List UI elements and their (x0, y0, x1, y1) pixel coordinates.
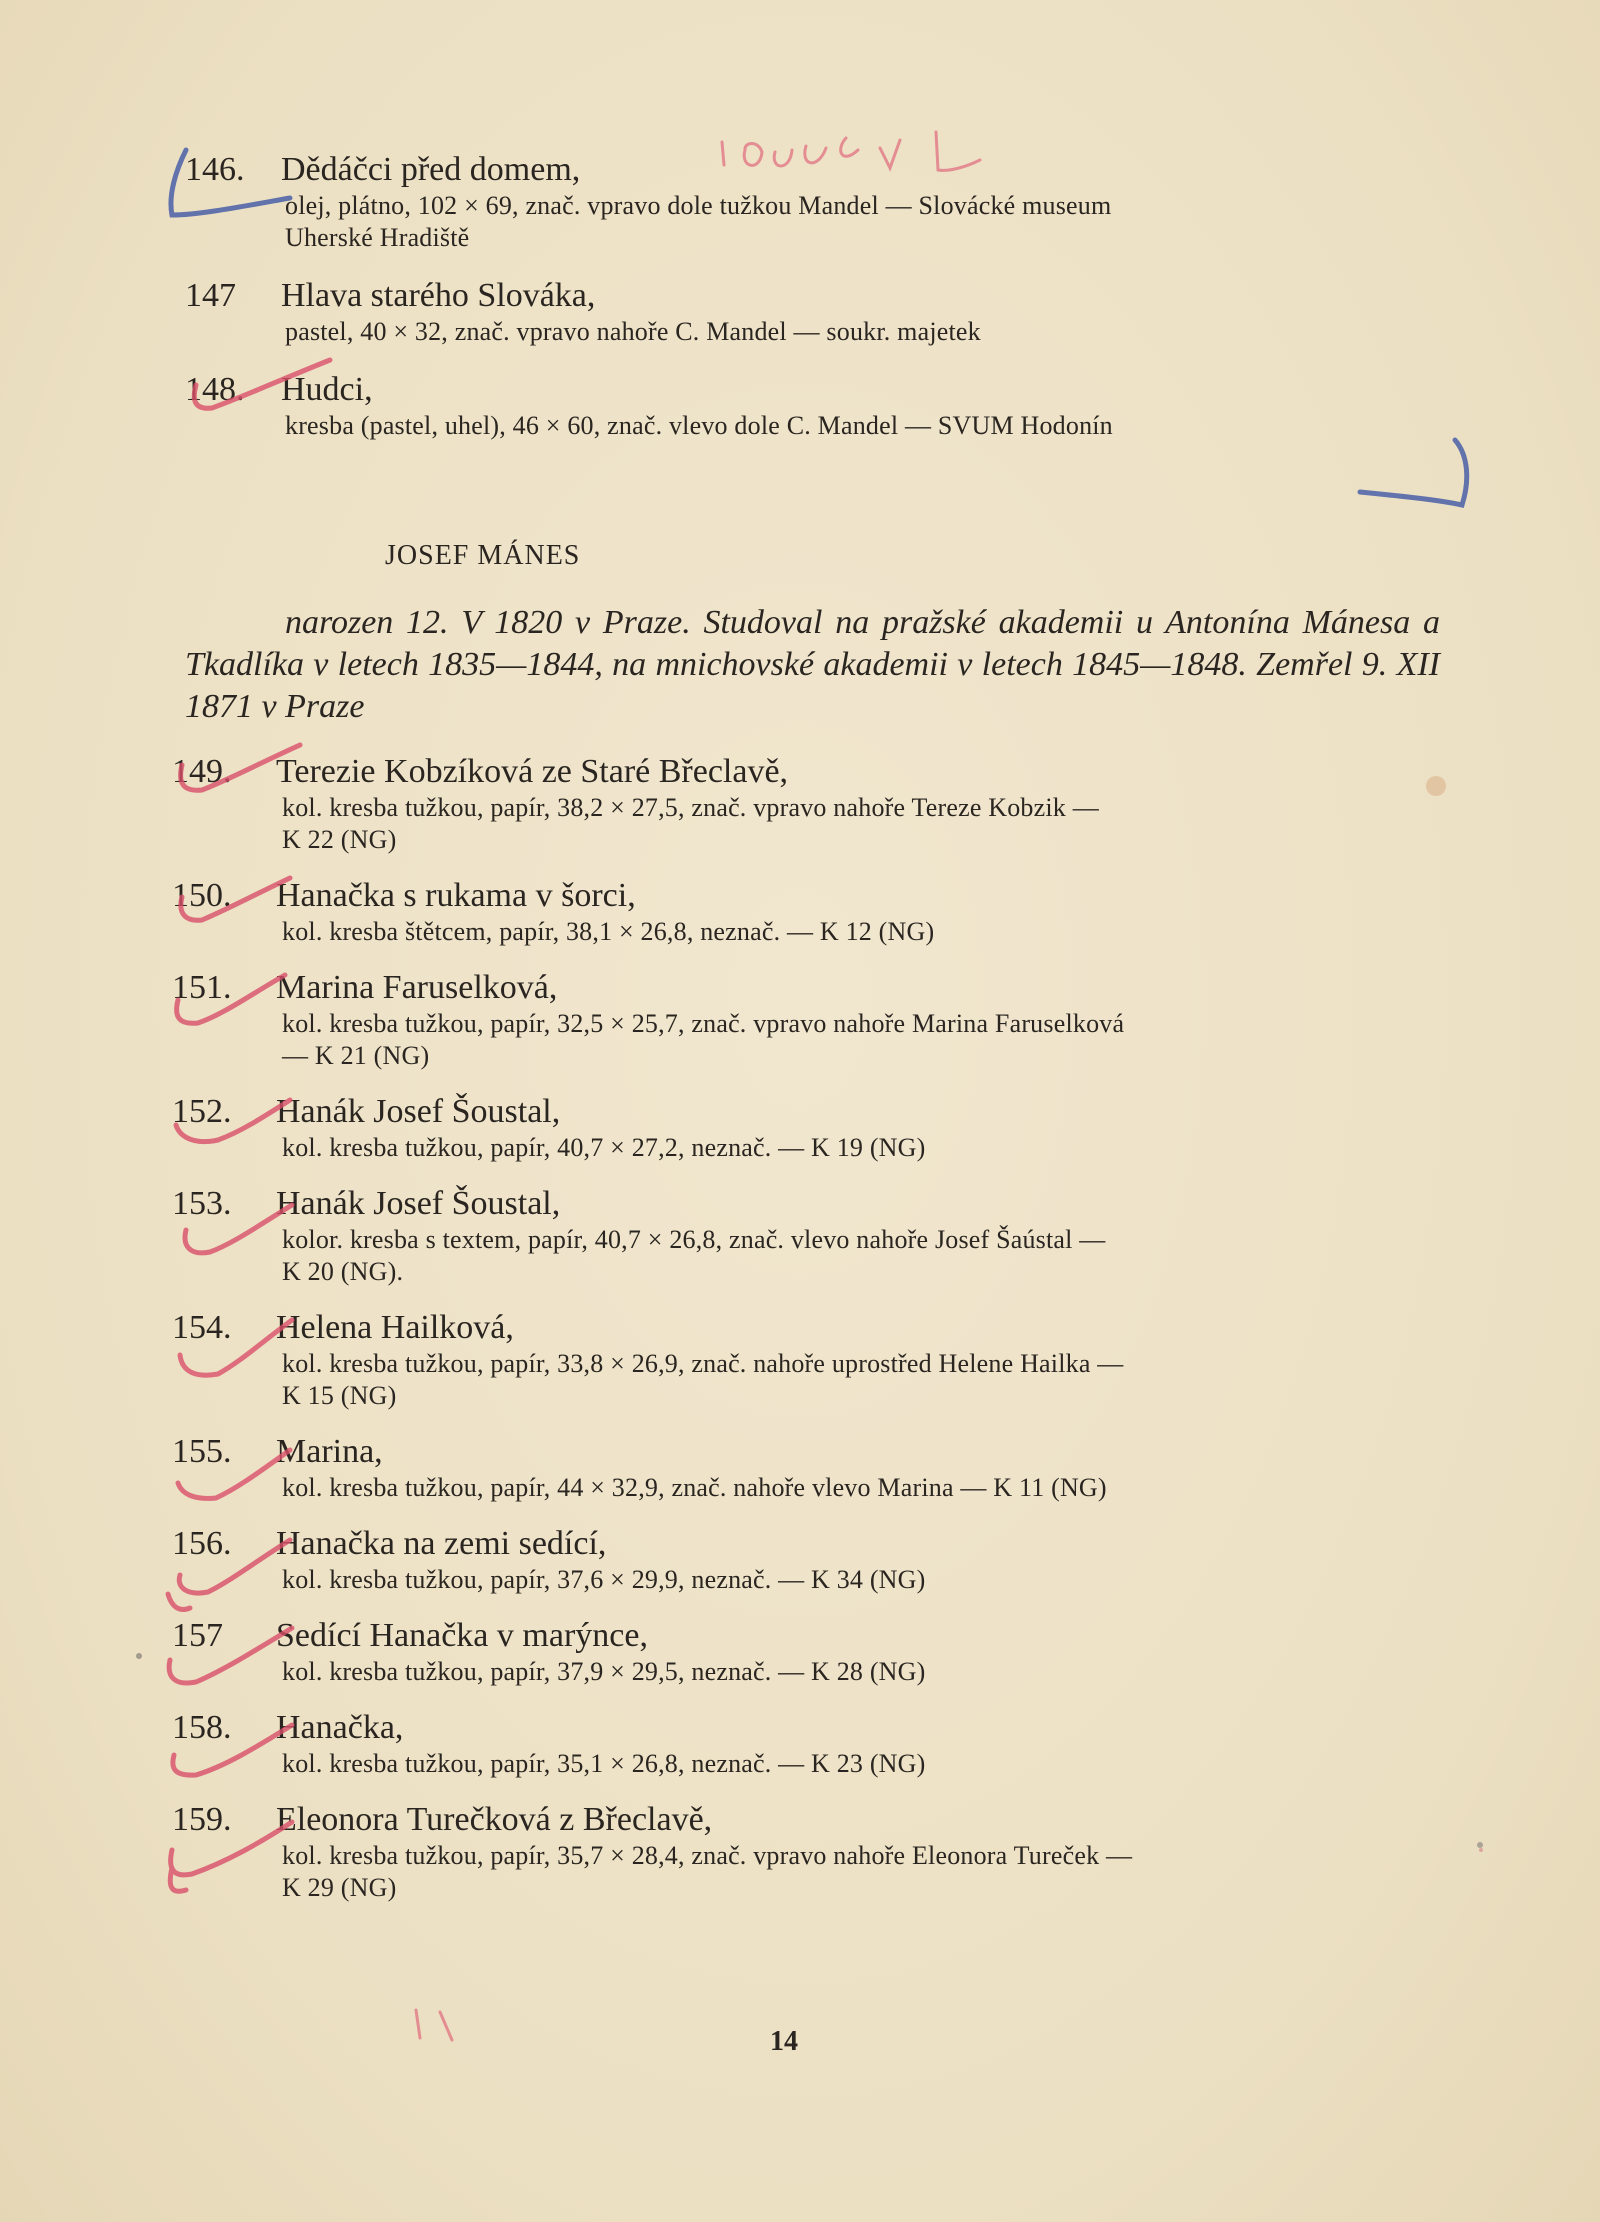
entry-number: 157 (172, 1617, 223, 1654)
catalogue-entry (172, 1184, 1457, 1288)
entry-detail: kol. kresba tužkou, papír, 35,1 × 26,8, neznač. — K 23 (NG) (282, 1749, 926, 1778)
catalogue-entry (185, 150, 1455, 254)
catalogue-entry (185, 370, 1455, 442)
entry-title: Hanačka na zemi sedící, (276, 1525, 607, 1562)
entry-number: 154. (172, 1309, 232, 1346)
catalogue-entry (172, 1524, 1457, 1596)
catalogue-entry (172, 968, 1457, 1072)
author-heading: JOSEF MÁNES (385, 540, 581, 571)
entry-number: 147 (185, 277, 236, 314)
entry-number: 155. (172, 1433, 232, 1470)
entry-number: 148. (185, 371, 245, 408)
entry-detail: kresba (pastel, uhel), 46 × 60, znač. vlevo dole C. Mandel — SVUM Hodonín (285, 411, 1113, 440)
entries-top (185, 150, 1455, 464)
entry-detail: kol. kresba tužkou, papír, 40,7 × 27,2, neznač. — K 19 (NG) (282, 1133, 926, 1162)
page-number: 14 (770, 2026, 798, 2057)
entry-detail: kol. kresba tužkou, papír, 32,5 × 25,7, znač. vpravo nahoře Marina Faruselková (282, 1009, 1125, 1038)
entry-title: Sedící Hanačka v marýnce, (276, 1617, 648, 1654)
catalogue-entry (172, 1800, 1457, 1904)
entry-detail: K 20 (NG). (282, 1257, 404, 1286)
entry-number: 152. (172, 1093, 232, 1130)
catalogue-entry (185, 276, 1455, 348)
entry-title: Eleonora Turečková z Břeclavě, (276, 1801, 713, 1838)
entry-detail: kol. kresba tužkou, papír, 38,2 × 27,5, znač. vpravo nahoře Tereze Kobzik — (282, 793, 1099, 822)
entry-number: 156. (172, 1525, 232, 1562)
entry-detail: Uherské Hradiště (285, 223, 470, 252)
catalogue-entry (172, 1308, 1457, 1412)
entry-title: Hanačka s rukama v šorci, (276, 877, 636, 914)
entry-title: Hanák Josef Šoustal, (276, 1093, 561, 1130)
entry-title: Dědáčci před domem, (281, 151, 581, 188)
entry-number: 146. (185, 151, 245, 188)
entry-title: Hanačka, (276, 1709, 404, 1746)
entry-title: Marina Faruselková, (276, 969, 558, 1006)
entry-title: Marina, (276, 1433, 383, 1470)
catalogue-entry (172, 1092, 1457, 1164)
entry-number: 149. (172, 753, 232, 790)
entry-detail: kol. kresba tužkou, papír, 37,6 × 29,9, neznač. — K 34 (NG) (282, 1565, 926, 1594)
entry-detail: kol. kresba tužkou, papír, 33,8 × 26,9, znač. nahoře uprostřed Helene Hailka — (282, 1349, 1124, 1378)
entry-number: 153. (172, 1185, 232, 1222)
entries-list (172, 752, 1457, 1924)
entry-detail: K 29 (NG) (282, 1873, 397, 1902)
entry-number: 151. (172, 969, 232, 1006)
entry-detail: kolor. kresba s textem, papír, 40,7 × 26,8, znač. vlevo nahoře Josef Šaústal — (282, 1225, 1106, 1254)
entry-detail: — K 21 (NG) (282, 1041, 430, 1070)
entry-title: Terezie Kobzíková ze Staré Břeclavě, (276, 753, 789, 790)
entry-number: 158. (172, 1709, 232, 1746)
entry-detail: K 22 (NG) (282, 825, 397, 854)
entry-detail: kol. kresba štětcem, papír, 38,1 × 26,8, neznač. — K 12 (NG) (282, 917, 935, 946)
catalogue-entry (172, 1616, 1457, 1688)
catalogue-entry (172, 1432, 1457, 1504)
entry-detail: kol. kresba tužkou, papír, 44 × 32,9, znač. nahoře vlevo Marina — K 11 (NG) (282, 1473, 1107, 1502)
entry-title: Hudci, (281, 371, 373, 408)
catalogue-entry (172, 876, 1457, 948)
entry-detail: K 15 (NG) (282, 1381, 397, 1410)
catalogue-entry (172, 752, 1457, 856)
entry-number: 150. (172, 877, 232, 914)
entry-title: Hanák Josef Šoustal, (276, 1185, 561, 1222)
entry-title: Helena Hailková, (276, 1309, 514, 1346)
entry-detail: kol. kresba tužkou, papír, 35,7 × 28,4, znač. vpravo nahoře Eleonora Tureček — (282, 1841, 1133, 1870)
entry-detail: kol. kresba tužkou, papír, 37,9 × 29,5, neznač. — K 28 (NG) (282, 1657, 926, 1686)
author-biography: narozen 12. V 1820 v Praze. Studoval na pražské akademii u Antonína Mánesa a Tkadlíka v letech 1835—1844, na mnichovské akademii v letech 1845—1848. Zemřel 9. XII 1871 v Praze (185, 604, 1440, 725)
catalogue-entry (172, 1708, 1457, 1780)
entry-title: Hlava starého Slováka, (281, 277, 596, 314)
entry-detail: pastel, 40 × 32, znač. vpravo nahoře C. Mandel — soukr. majetek (285, 317, 981, 346)
entry-detail: olej, plátno, 102 × 69, znač. vpravo dole tužkou Mandel — Slovácké museum (285, 191, 1112, 220)
entry-number: 159. (172, 1801, 232, 1838)
